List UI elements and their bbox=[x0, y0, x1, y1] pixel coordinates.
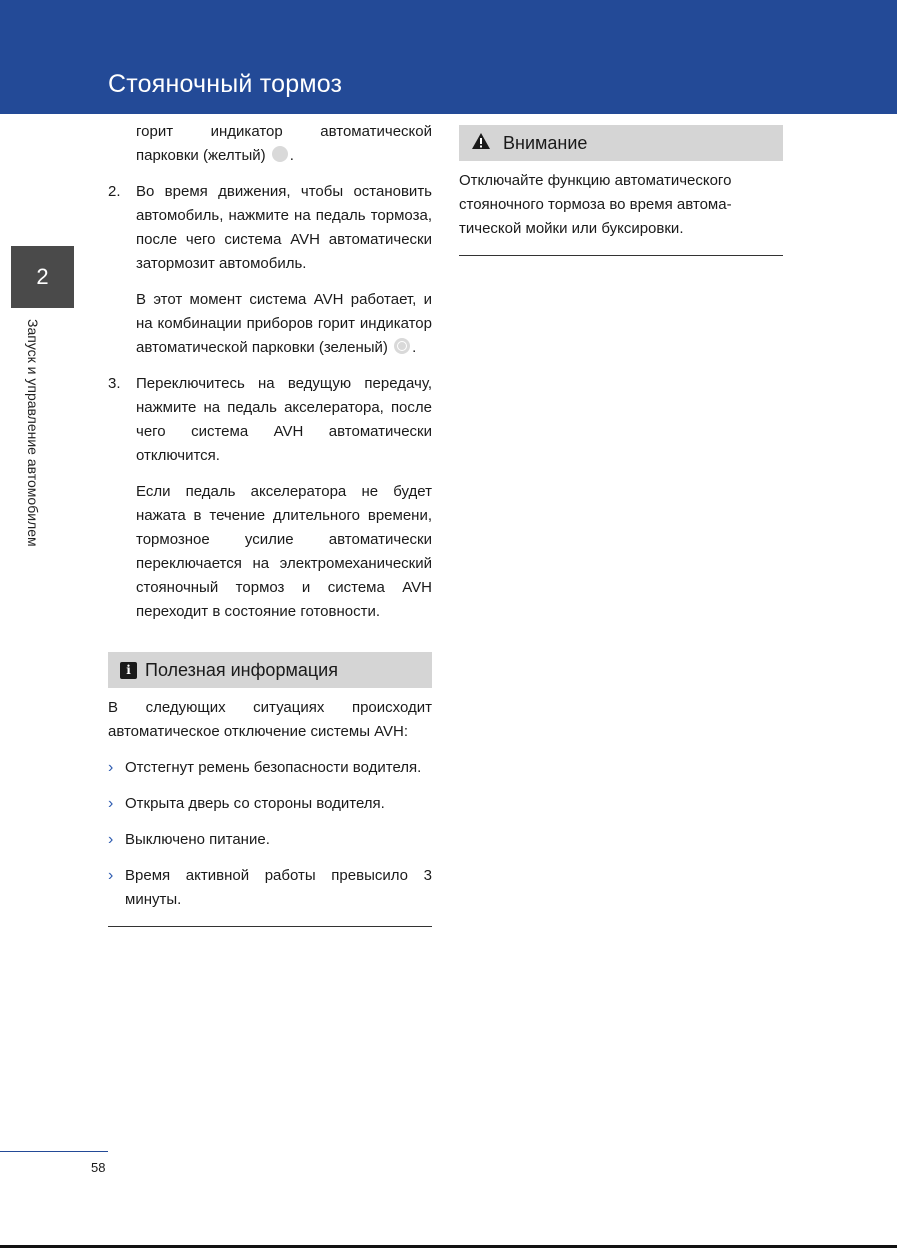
warning-triangle-icon bbox=[471, 132, 491, 155]
list-item-3-sub: Если педаль акселератора не будет нажата в течение длительного времени, тормозное усилие автоматически переключается на электромеханический стояночный тормоз и система AVH переходит в состояние готовности. bbox=[136, 483, 432, 620]
chevron-right-icon: › bbox=[108, 759, 114, 776]
list-number: 2. bbox=[108, 183, 121, 200]
chapter-number: 2 bbox=[36, 264, 49, 289]
info-box-header bbox=[108, 652, 432, 688]
warning-box-bottom-rule bbox=[459, 255, 783, 256]
green-parking-indicator-icon bbox=[394, 338, 410, 354]
list-item-2 bbox=[108, 180, 432, 276]
continuation-text: горит индикатор автоматической парковки (желтый) bbox=[136, 123, 432, 164]
info-box-title: Полезная информация bbox=[145, 659, 338, 680]
info-box-bottom-rule bbox=[108, 926, 432, 927]
info-icon: i bbox=[120, 662, 137, 679]
chevron-right-icon: › bbox=[108, 867, 114, 884]
warning-box bbox=[459, 125, 783, 256]
warning-box-header bbox=[459, 125, 783, 161]
page-number: 58 bbox=[91, 1160, 106, 1175]
continuation-paragraph: горит индикатор автоматической парковки (желтый) . bbox=[136, 123, 432, 164]
info-box bbox=[108, 652, 432, 927]
list-item: › Время активной работы превысило 3 минуты. bbox=[108, 864, 432, 912]
warning-box-title: Внимание bbox=[503, 132, 588, 153]
yellow-parking-indicator-icon bbox=[272, 146, 288, 162]
list-item-text: Переключитесь на ведущую передачу, нажмите на педаль акселератора, после чего система AVH автоматически отключится. bbox=[136, 375, 432, 464]
chapter-side-title: Запуск и управление автомобилем bbox=[25, 319, 41, 547]
list-item-2-sub: В этот момент система AVH работает, и на комбинации приборов горит индикатор автоматической парковки (зеленый) . bbox=[136, 291, 432, 356]
chevron-right-icon: › bbox=[108, 795, 114, 812]
list-item: › Выключено питание. bbox=[108, 828, 432, 852]
page-title: Стояночный тормоз bbox=[108, 70, 343, 98]
list-item: › Отстегнут ремень безопасности водителя. bbox=[108, 756, 432, 780]
right-column bbox=[459, 125, 783, 256]
chapter-tab bbox=[11, 246, 74, 308]
list-item: › Открыта дверь со стороны водителя. bbox=[108, 792, 432, 816]
left-column bbox=[108, 120, 432, 927]
list-item-3 bbox=[108, 372, 432, 468]
chevron-right-icon: › bbox=[108, 831, 114, 848]
footer-rule bbox=[0, 1151, 108, 1152]
list-item-text: Во время движения, чтобы остановить автомобиль, нажмите на педаль тормоза, после чего система AVH автоматически затормозит автомобиль. bbox=[136, 183, 432, 272]
info-box-intro: В следующих ситуациях происходит автоматическое отключение системы AVH: bbox=[108, 699, 432, 740]
list-number: 3. bbox=[108, 375, 121, 392]
warning-box-text: Отключайте функцию автоматического стояночного тормоза во время автоматической мойки или буксировки. bbox=[459, 172, 732, 237]
